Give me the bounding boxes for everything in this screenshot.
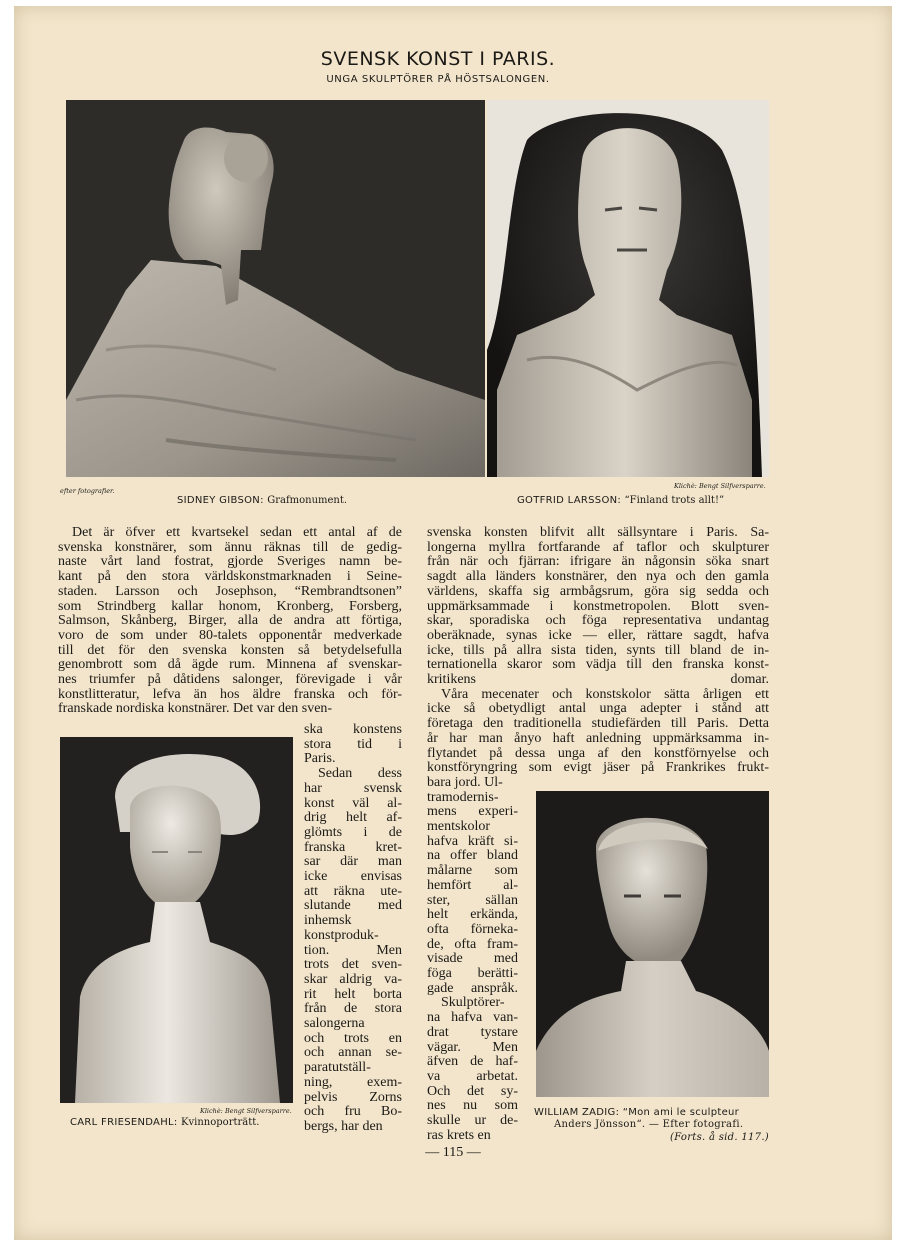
caption-zadig-line2: Anders Jönsson“. — Efter fotografi. [554, 1119, 744, 1130]
text-line: icke envisas [304, 870, 402, 884]
text-line: som Strindberg kallar honom, Kronberg, Forsberg, [58, 599, 402, 614]
caption-larsson-title: “Finland trots allt!” [624, 495, 725, 506]
text-line: genombrott som då ägde rum. Minnena af svenskar- [58, 658, 402, 673]
text-line: va arbetat. [427, 1069, 518, 1084]
text-line: Sedan dess [318, 767, 402, 782]
text-line: stora tid i [304, 737, 402, 752]
article-subtitle: UNGA SKULPTÖRER PÅ HÖSTSALONGEN. [326, 74, 550, 85]
text-line: pelvis Zorns [304, 1090, 402, 1105]
text-line: inhemsk [304, 914, 352, 929]
sculpture-image-young-man-bust [536, 791, 769, 1097]
text-line: icke så obetydligt antal unga adepter i stånd att [427, 702, 769, 717]
text-line: att räkna ute- [304, 884, 402, 899]
photo-credit-friesendahl: Klichè: Bengt Silfversparre. [200, 1107, 292, 1115]
text-line: naste vårt land fostrat, gjorde Sveriges namn be- [58, 555, 402, 570]
text-line: målarne som [427, 864, 518, 879]
text-line: konstföryngring som evigt jäser på Frankrikes frukt- [427, 761, 769, 776]
continuation-note: (Forts. å sid. 117.) [670, 1132, 769, 1143]
text-line: skar aldrig va- [304, 972, 402, 987]
text-line: drig helt af- [304, 811, 402, 826]
text-line: och trots en [304, 1031, 402, 1046]
text-line: paratutställ- [304, 1061, 371, 1076]
text-line: hemfört al- [427, 878, 518, 893]
text-line: konstlitteratur, lefva än hos äldre franska och för- [58, 687, 402, 702]
text-line: har svensk [304, 781, 402, 796]
text-line: de, ofta fram- [427, 937, 518, 952]
text-line: och annan se- [304, 1046, 402, 1061]
text-line: kritikens domar. [427, 673, 769, 687]
text-line: drat tystare [427, 1025, 518, 1040]
text-line: ofta förneka- [427, 922, 518, 937]
sculpture-image-crouching-figure [66, 100, 485, 477]
caption-zadig-line1: WILLIAM ZADIG: “Mon ami le sculpteur [534, 1107, 740, 1118]
text-line: från de stora [304, 1002, 402, 1017]
text-line: skar, sporadiska och föga representativa undantag [427, 614, 769, 629]
text-line: bara jord. Ul- [427, 774, 503, 790]
text-line: sagdt alla länders konstnärer, den nya och den gamla [427, 570, 769, 585]
text-line: longerna myllra fortfarande af taflor och skulpturer [427, 540, 769, 555]
text-line: nes nu som [427, 1099, 518, 1114]
page-number: — 115 — [425, 1145, 481, 1160]
sculpture-image-female-bust [60, 737, 293, 1103]
photo-zadig-mon-ami [536, 791, 769, 1097]
text-line: tramodernis- [427, 790, 499, 805]
text-line: flytandet på dessa unga af den konstförnyelse och [427, 746, 769, 761]
text-line: Paris. [304, 752, 336, 767]
text-line: slutande med [304, 899, 402, 914]
text-line: konst väl al- [304, 796, 402, 811]
caption-larsson [517, 495, 724, 506]
photo-credit-gibson: efter fotografier. [60, 487, 115, 495]
text-line: konstproduk- [304, 928, 379, 943]
text-line: helt erkända, [427, 908, 518, 923]
text-line: ternationella skaror som vädja till den franska konst- [427, 658, 769, 673]
text-line: voro de som under 80-talets opponentår medverkade [58, 628, 402, 643]
text-line: företaga den traditionella studiefärden till Paris. Detta [427, 717, 769, 732]
text-line: glömts i de [304, 825, 402, 840]
text-line: tion. Men [304, 943, 402, 958]
text-line: ster, sällan [427, 893, 518, 908]
text-line: Skulptörer- [441, 996, 505, 1011]
text-line: år har man ånyo haft anledning uppmärksamma in- [427, 731, 769, 746]
caption-friesendahl-title: Kvinnoporträtt. [181, 1117, 260, 1128]
photo-friesendahl-kvinnoportratt [60, 737, 293, 1103]
photo-larsson-finland-trots-allt [487, 100, 769, 477]
text-line: äfven de haf- [427, 1055, 518, 1070]
text-line: Salmson, Skånberg, Birger, alla de andra att förtiga, [58, 614, 402, 629]
caption-friesendahl-artist: CARL FRIESENDAHL: [70, 1117, 178, 1128]
text-line: staden. Larsson och Josephson, “Rembrandtsonen” [58, 584, 402, 599]
text-line: na hafva van- [427, 1011, 518, 1026]
text-line: vägar. Men [427, 1040, 518, 1055]
photo-credit-larsson: Klichè: Bengt Silfversparre. [674, 482, 766, 490]
text-line: och fru Bo- [304, 1105, 402, 1120]
text-line: Och det sy- [427, 1084, 518, 1099]
photo-gibson-grave-monument [66, 100, 485, 477]
text-line: visade med [427, 952, 518, 967]
caption-larsson-artist: GOTFRID LARSSON: [517, 495, 622, 506]
caption-gibson-artist: SIDNEY GIBSON: [177, 495, 264, 506]
text-line: nes triumfer på dåtidens salonger, förevigade i vår [58, 673, 402, 687]
text-line: ras krets en [427, 1127, 491, 1143]
text-line: svenska konstnärer, som ännu räknas till de gedig- [58, 540, 402, 555]
text-line: ning, exem- [304, 1075, 402, 1090]
text-line: Våra mecenater och konstskolor sätta årligen ett [441, 687, 769, 702]
text-line: sar där man [304, 855, 402, 870]
text-line: mentskolor [427, 820, 490, 834]
text-line: uppmärksammade i konstmetropolen. Blott sven- [427, 599, 769, 614]
text-line: franska kret- [304, 840, 402, 855]
text-line: från när och fjärran: ifrigare än någonsin söka snart [427, 555, 769, 570]
text-line: svenska konsten blifvit allt sällsyntare i Paris. Sa- [427, 526, 769, 540]
text-line: skulle ur de- [427, 1114, 518, 1128]
text-line: ska konstens [304, 723, 402, 737]
text-line: världens, skaffa sig armbågsrum, göra sig sedda och [427, 584, 769, 599]
magazine-page [14, 6, 892, 1240]
text-line: icke, tills på allra sista tiden, synts till bland de in- [427, 643, 769, 658]
sculpture-image-male-bust [487, 100, 769, 477]
caption-friesendahl [70, 1117, 259, 1128]
text-line: na offer bland [427, 849, 518, 864]
text-line: rit helt borta [304, 987, 402, 1002]
caption-gibson [177, 495, 347, 506]
text-line: mens experi- [427, 805, 518, 820]
text-line: oberäknade, synas icke — eller, rättare sagdt, hafva [427, 628, 769, 643]
text-line: salongerna [304, 1017, 365, 1031]
text-line: kant på den stora världskonstmarknaden i Seine- [58, 570, 402, 585]
text-line: trots det sven- [304, 958, 402, 973]
text-line: Det är öfver ett kvartsekel sedan ett antal af de [72, 526, 402, 540]
text-line: bergs, har den [304, 1118, 383, 1134]
article-title: SVENSK KONST I PARIS. [320, 48, 556, 70]
text-line: franskade nordiska konstnärer. Det var den sven- [58, 701, 333, 717]
text-line: gade anspråk. [427, 981, 518, 996]
text-line: föga berätti- [427, 967, 518, 981]
caption-gibson-title: Grafmonument. [267, 495, 348, 506]
text-line: hafva kräft si- [427, 834, 518, 849]
text-line: till det för den svenska konsten så betydelsefulla [58, 643, 402, 658]
